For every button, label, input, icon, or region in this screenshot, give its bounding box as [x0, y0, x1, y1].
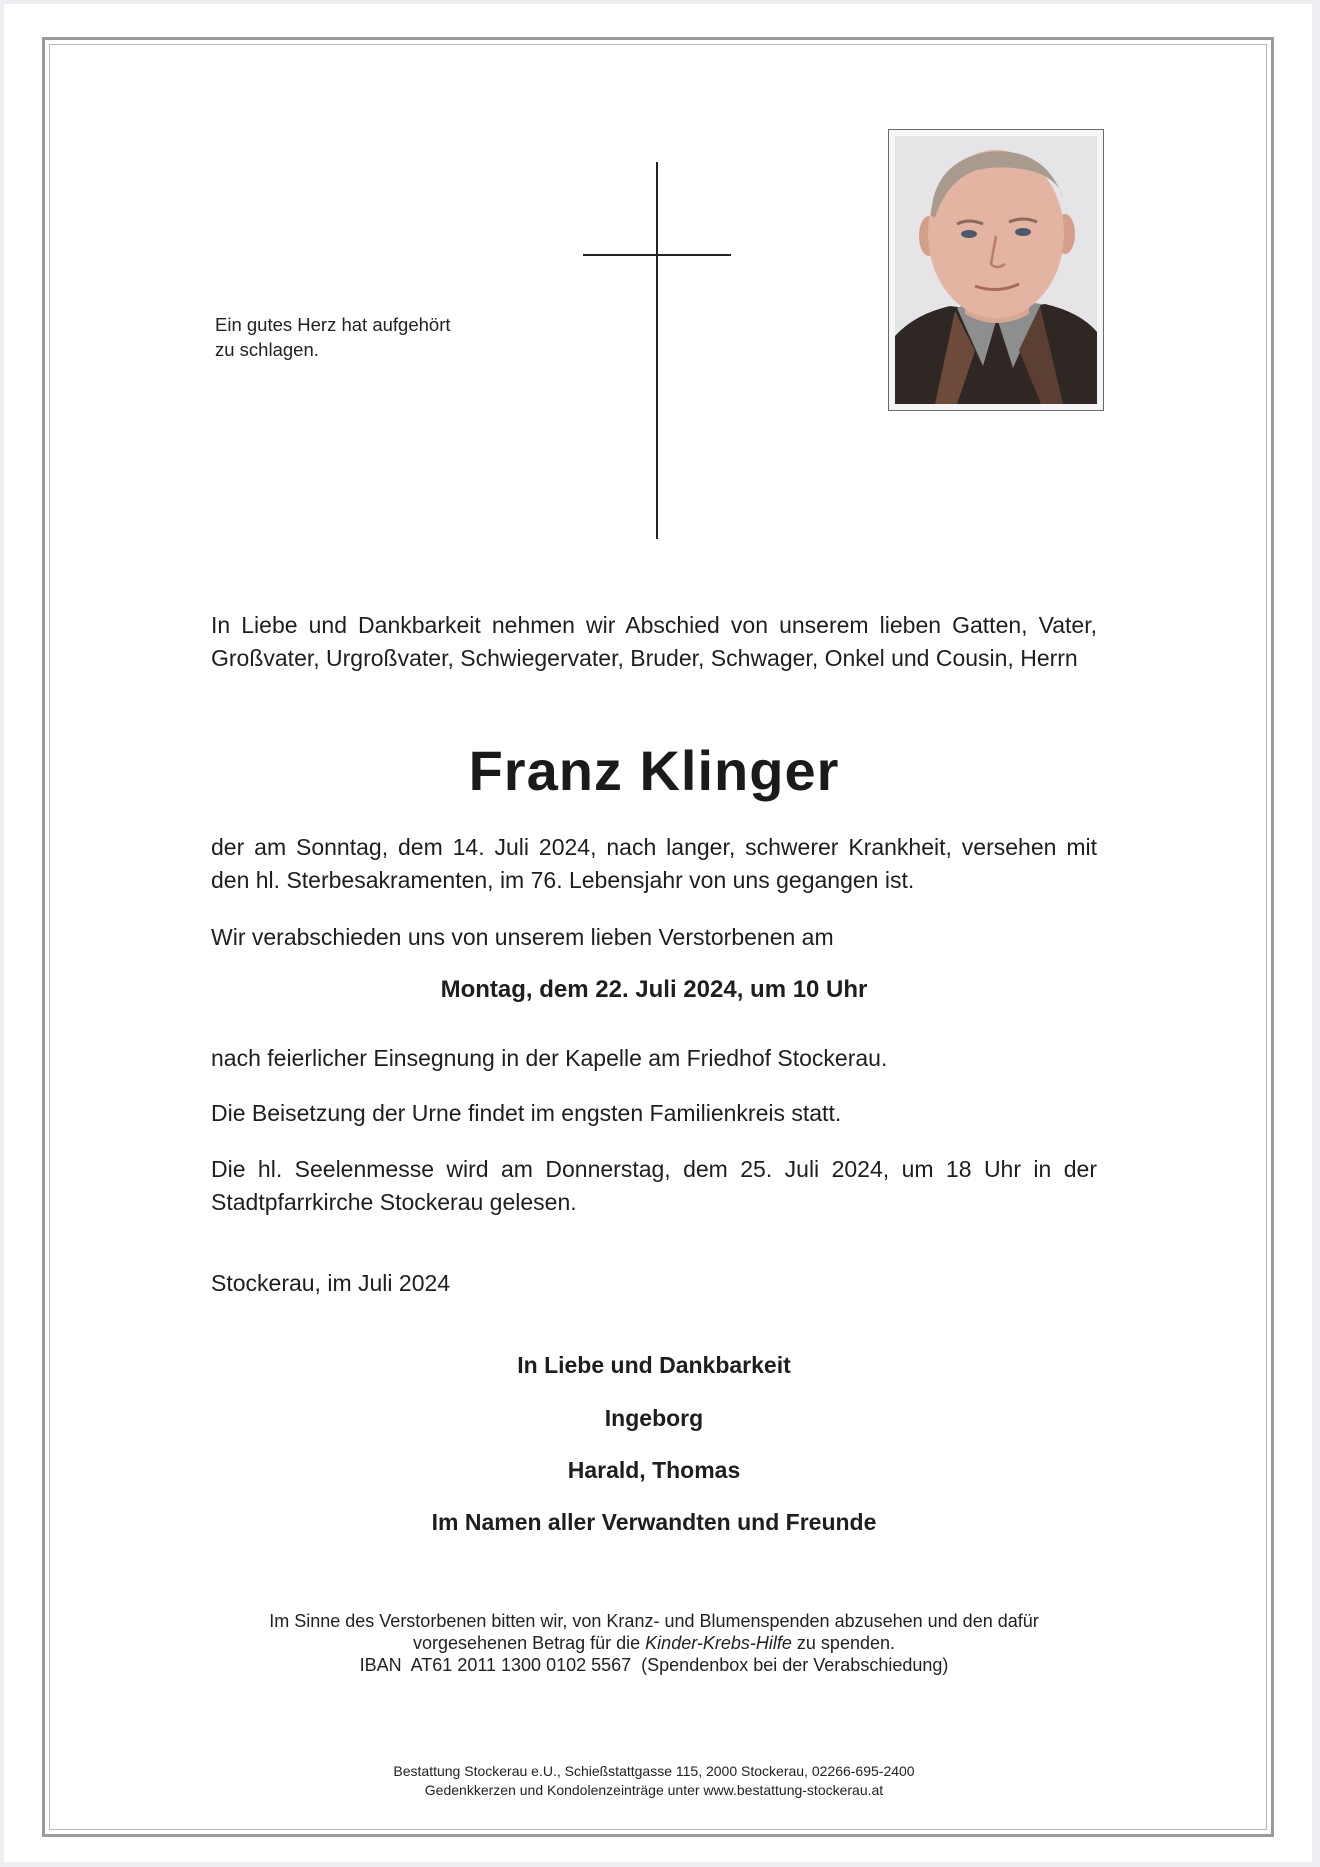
cross-icon [656, 162, 658, 539]
signature-greeting: In Liebe und Dankbarkeit [517, 1352, 791, 1378]
portrait-photo [895, 136, 1097, 404]
farewell-date: Montag, dem 22. Juli 2024, um 10 Uhr [440, 976, 868, 1003]
intro-paragraph: In Liebe und Dankbarkeit nehmen wir Abschied von unserem lieben Gatten, Vater, Großvater, Urgroßvater, Schwiegervater, Bruder, Schwager, Onkel und Cousin, Herrn [211, 612, 1097, 671]
donation-note [211, 1610, 1097, 1676]
iban-line: IBAN AT61 2011 1300 0102 5567 (Spendenbox bei der Verabschiedung) [359, 1655, 949, 1675]
memorial-mass-text: Die hl. Seelenmesse wird am Donnerstag, dem 25. Juli 2024, um 18 Uhr in der Stadtpfarrkirche Stockerau gelesen. [211, 1156, 1097, 1215]
urn-burial-text: Die Beisetzung der Urne findet im engsten Familienkreis statt. [211, 1100, 842, 1126]
signature-spouse: Ingeborg [604, 1405, 704, 1431]
motto [215, 312, 485, 362]
signature-relatives: Im Namen aller Verwandten und Freunde [431, 1509, 877, 1535]
motto-line-1: Ein gutes Herz hat aufgehört [215, 314, 451, 335]
death-notice: der am Sonntag, dem 14. Juli 2024, nach langer, schwerer Krankheit, versehen mit den hl. Sterbesakramenten, im 76. Lebensjahr von uns gegangen ist. [211, 834, 1097, 893]
footer-address: Bestattung Stockerau e.U., Schießstattgasse 115, 2000 Stockerau, 02266-695-2400 [393, 1763, 915, 1779]
blessing-text: nach feierlicher Einsegnung in der Kapelle am Friedhof Stockerau. [211, 1045, 888, 1071]
place-date: Stockerau, im Juli 2024 [211, 1270, 451, 1296]
portrait-image [895, 136, 1097, 404]
farewell-intro: Wir verabschieden uns von unserem lieben Verstorbenen am [211, 924, 834, 950]
deceased-name: Franz Klinger [468, 739, 840, 802]
charity-name: Kinder-Krebs-Hilfe [645, 1633, 792, 1653]
donation-line-1: Im Sinne des Verstorbenen bitten wir, von Kranz- und Blumenspenden abzusehen und den dafür [269, 1611, 1039, 1631]
donation-line-2-post: zu spenden. [796, 1633, 895, 1653]
cross-icon-bar [583, 254, 731, 256]
motto-line-2: zu schlagen. [215, 339, 319, 360]
signature-children: Harald, Thomas [567, 1457, 741, 1483]
portrait-frame [888, 129, 1104, 411]
footer [211, 1762, 1097, 1800]
donation-line-2-pre: vorgesehenen Betrag für die [413, 1633, 641, 1653]
donation-line-2 [211, 1632, 1097, 1654]
footer-website: Gedenkkerzen und Kondolenzeinträge unter www.bestattung-stockerau.at [424, 1782, 884, 1798]
